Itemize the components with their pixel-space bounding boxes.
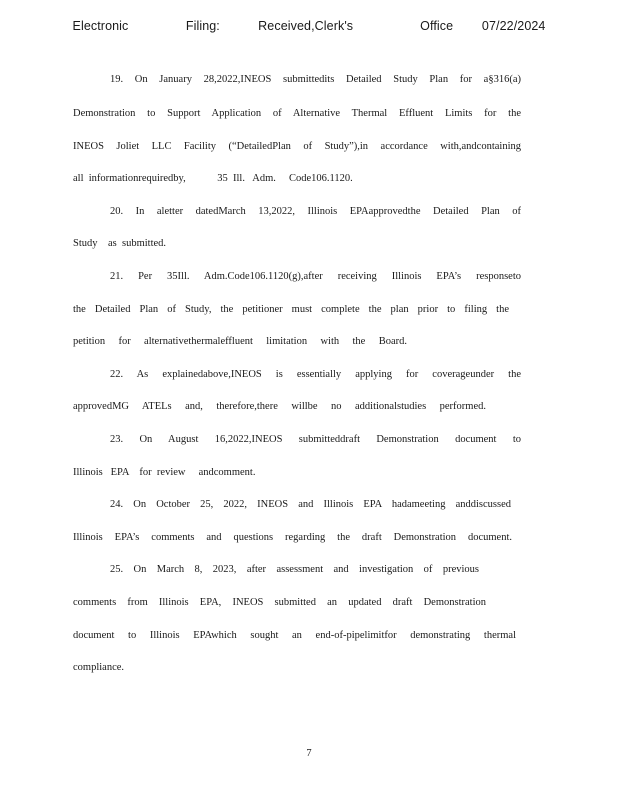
paragraph-22-line-2: approvedMG ATELs and, therefore,there willbe no additionalstudies performed. bbox=[73, 401, 486, 412]
paragraph-22-line-1: 22. As explainedabove,INEOS is essentially applying for coverageunder the bbox=[110, 369, 521, 380]
paragraph-19-line-4: all informationrequiredby, 35 Ill. Adm. Code106.1120. bbox=[73, 173, 353, 184]
paragraph-25-line-2: comments from Illinois EPA, INEOS submitted an updated draft Demonstration bbox=[73, 597, 486, 608]
paragraph-21-line-1: 21. Per 35Ill. Adm.Code106.1120(g),after receiving Illinois EPA’s responseto bbox=[110, 271, 521, 282]
paragraph-23-line-2: Illinois EPA for review andcomment. bbox=[73, 467, 256, 478]
paragraph-19-line-1: 19. On January 28,2022,INEOS submittedits Detailed Study Plan for a§316(a) bbox=[110, 74, 521, 85]
paragraph-24-line-1: 24. On October 25, 2022, INEOS and Illinois EPA hadameeting anddiscussed bbox=[110, 499, 511, 510]
paragraph-25-line-3: document to Illinois EPAwhich sought an end-of-pipelimitfor demonstrating thermal bbox=[73, 630, 516, 641]
paragraph-20-line-2: Study as submitted. bbox=[73, 238, 167, 249]
paragraph-19-line-2: Demonstration to Support Application of Alternative Thermal Effluent Limits for the bbox=[73, 108, 521, 119]
paragraph-19-line-3: INEOS Joliet LLC Facility (“DetailedPlan of Study”),in accordance with,andcontaining bbox=[73, 141, 521, 152]
page-number: 7 bbox=[306, 748, 312, 759]
paragraph-21-line-3: petition for alternativethermaleffluent limitation with the Board. bbox=[73, 336, 407, 347]
paragraph-21-line-2: the Detailed Plan of Study, the petitioner must complete the plan prior to filing the bbox=[73, 304, 509, 315]
paragraph-25-line-4: compliance. bbox=[73, 662, 125, 673]
paragraph-24-line-2: Illinois EPA’s comments and questions regarding the draft Demonstration document. bbox=[73, 532, 512, 543]
paragraph-25-line-1: 25. On March 8, 2023, after assessment and investigation of previous bbox=[110, 564, 479, 575]
paragraph-20-line-1: 20. In aletter datedMarch 13,2022, Illinois EPAapprovedthe Detailed Plan of bbox=[110, 206, 521, 217]
paragraph-23-line-1: 23. On August 16,2022,INEOS submitteddraft Demonstration document to bbox=[110, 434, 521, 445]
filing-header: Electronic Filing: Received,Clerk's Office 07/22/2024 bbox=[72, 19, 546, 33]
